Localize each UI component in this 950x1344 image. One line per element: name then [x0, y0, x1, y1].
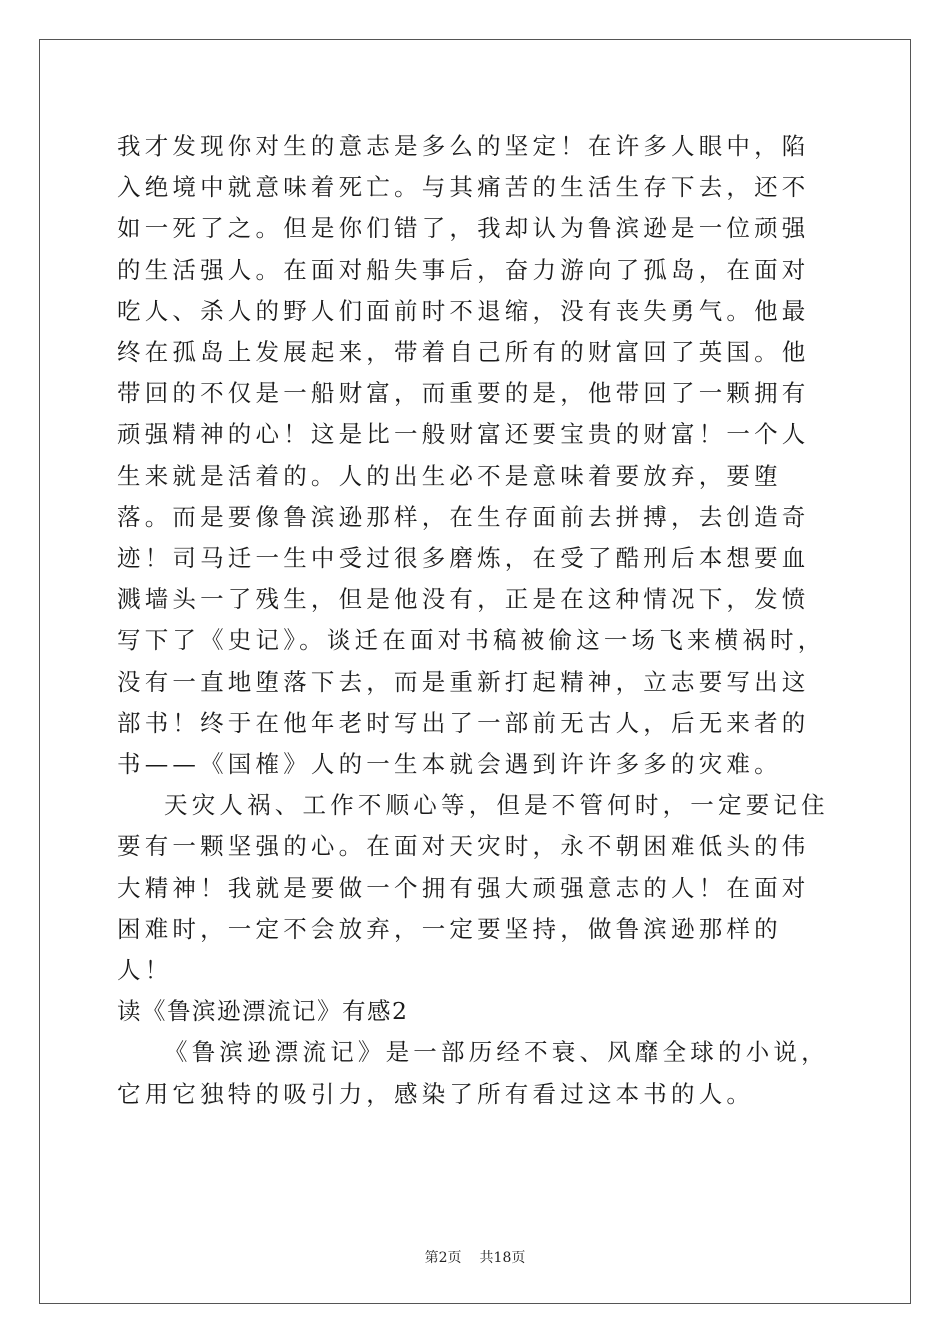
- body-paragraph-3: 《鲁滨逊漂流记》是一部历经不衰、风靡全球的小说，它用它独特的吸引力，感染了所有看过这本书的人。: [117, 1038, 829, 1108]
- section-heading: 读《鲁滨逊漂流记》有感2: [117, 997, 409, 1026]
- body-paragraph-2: 天灾人祸、工作不顺心等，但是不管何时，一定要记住要有一颗坚强的心。在面对天灾时，永不朝困难低头的伟大精神！我就是要做一个拥有强大顽强意志的人！在面对困难时，一定不会放弃，一定要坚持，做鲁滨逊那样的人！: [117, 791, 829, 985]
- document-body: [117, 126, 833, 1115]
- page-number: 第2页: [424, 1250, 462, 1266]
- page-footer: [0, 1247, 950, 1267]
- page-total: 共18页: [479, 1250, 526, 1266]
- body-paragraph-1: 我才发现你对生的意志是多么的坚定！在许多人眼中，陷入绝境中就意味着死亡。与其痛苦的生活生存下去，还不如一死了之。但是你们错了，我却认为鲁滨逊是一位顽强的生活强人。在面对船失事后，奋力游向了孤岛，在面对吃人、杀人的野人们面前时不退缩，没有丧失勇气。他最终在孤岛上发展起来，带着自己所有的财富回了英国。他带回的不仅是一船财富，而重要的是，他带回了一颗拥有顽强精神的心！这是比一般财富还要宝贵的财富！一个人生来就是活着的。人的出生必不是意味着要放弃，要堕落。而是要像鲁滨逊那样，在生存面前去拼搏，去创造奇迹！司马迁一生中受过很多磨炼，在受了酷刑后本想要血溅墙头一了残生，但是他没有，正是在这种情况下，发愤写下了《史记》。谈迁在面对书稿被偷这一场飞来横祸时，没有一直地堕落下去，而是重新打起精神，立志要写出这部书！终于在他年老时写出了一部前无古人，后无来者的书——《国榷》人的一生本就会遇到许许多多的灾难。: [117, 132, 826, 779]
